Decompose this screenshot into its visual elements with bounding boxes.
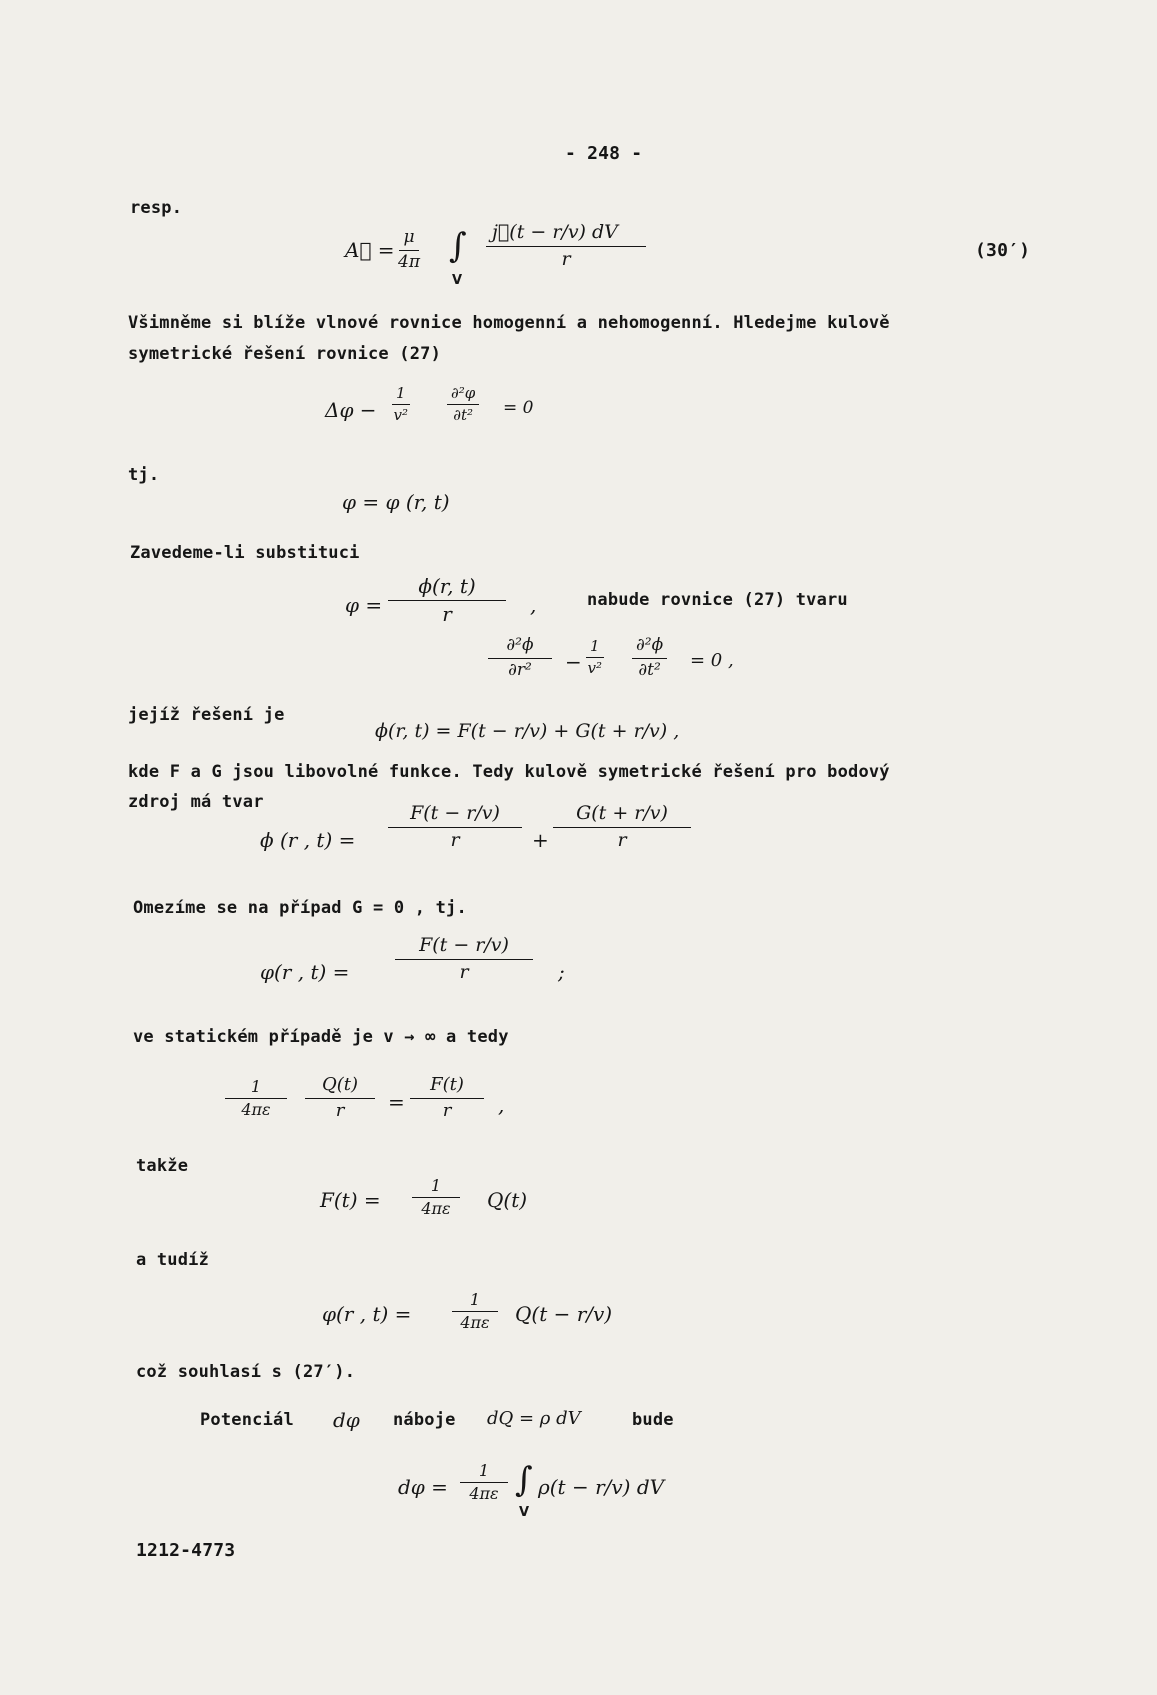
equation-solution: ϕ(r, t) = F(t − r/v) + G(t + r/v) , (375, 720, 680, 742)
paragraph-line: jejíž řešení je (128, 705, 285, 725)
text-tj: tj. (128, 465, 160, 485)
page-number: - 248 - (565, 143, 643, 164)
document-page: - 248 - resp. A⃗ = $\frac{\mu}{4\pi}$ ∫ V $\frac{j⃗(t - r/v) dV}{r}$ (30′) Všimněme si blíže vlnové rovnice homogenní a nehomogenní. Hledejme kulově symetrické řešení rovnice (27) Δφ − $\frac{1}{\text{v²}}$ $\frac{\text{∂²φ}}{\text{∂t²}}$ = 0 tj. φ = φ (r, t) Zavedeme-li substituci φ = $\frac{\phi(r, t)}{r}$ , nabude rovnice (27) tvaru $\frac{\text{∂²ϕ}}{\text{∂r²}}$ − $\frac{1}{\text{v²}}$ $\frac{\text{∂²ϕ}}{\text{∂t²}}$ = 0 , jejíž řešení je ϕ(r, t) = F(t − r/v) + G(t + r/v) , kde F a G jsou libovolné funkce. Tedy kulově symetrické řešení pro bodový zdroj má tvar ϕ (r , t) = $\frac{F(t - r/v)}{r}$ + $\frac{G(t + r/v)}{r}$ Omezíme se na případ G = 0 , tj. φ(r , t) = $\frac{F(t - r/v)}{r}$ ; ve statickém případě je v → ∞ a tedy $\frac{1}{4\pi\varepsilon}$ $\frac{Q(t)}{r}$ = $\frac{F(t)}{r}$ , takže F(t) = $\frac{1}{4\pi\varepsilon}$ Q(t) a tudíž φ(r , t) = $\frac{1}{4\pi\varepsilon}$ Q(t − r/v) což souhlasí s (27′). Potenciál dφ náboje dQ = ρ dV bude dφ = $\frac{1}{4\pi\varepsilon}$ ∫ V ρ(t − r/v) dV 1212-4773 (128, 143, 1031, 1561)
paragraph-line: Zavedeme-li substituci (130, 543, 360, 563)
paragraph-line: kde F a G jsou libovolné funkce. Tedy kulově symetrické řešení pro bodový (128, 762, 890, 782)
equation-label: (30′) (975, 240, 1031, 261)
integral-sign: ∫ (515, 1460, 533, 1500)
paragraph-line: takže (136, 1156, 189, 1176)
paragraph-line: Všimněme si blíže vlnové rovnice homogenní a nehomogenní. Hledejme kulově (128, 313, 890, 333)
paragraph-line: symetrické řešení rovnice (27) (128, 344, 442, 364)
equation-phi-rt: φ = φ (r, t) (342, 490, 450, 514)
footer-code: 1212-4773 (136, 1540, 236, 1561)
paragraph-line: a tudíž (136, 1250, 210, 1270)
text-resp: resp. (130, 198, 183, 218)
paragraph-line: nabude rovnice (27) tvaru (587, 590, 848, 610)
paragraph-line: což souhlasí s (27′). (136, 1362, 356, 1382)
paragraph-line: Omezíme se na případ G = 0 , tj. (133, 898, 467, 918)
paragraph-line: ve statickém případě je v → ∞ a tedy (133, 1027, 509, 1047)
paragraph-line: zdroj má tvar (128, 792, 264, 812)
integral-sign: ∫ (449, 226, 467, 266)
